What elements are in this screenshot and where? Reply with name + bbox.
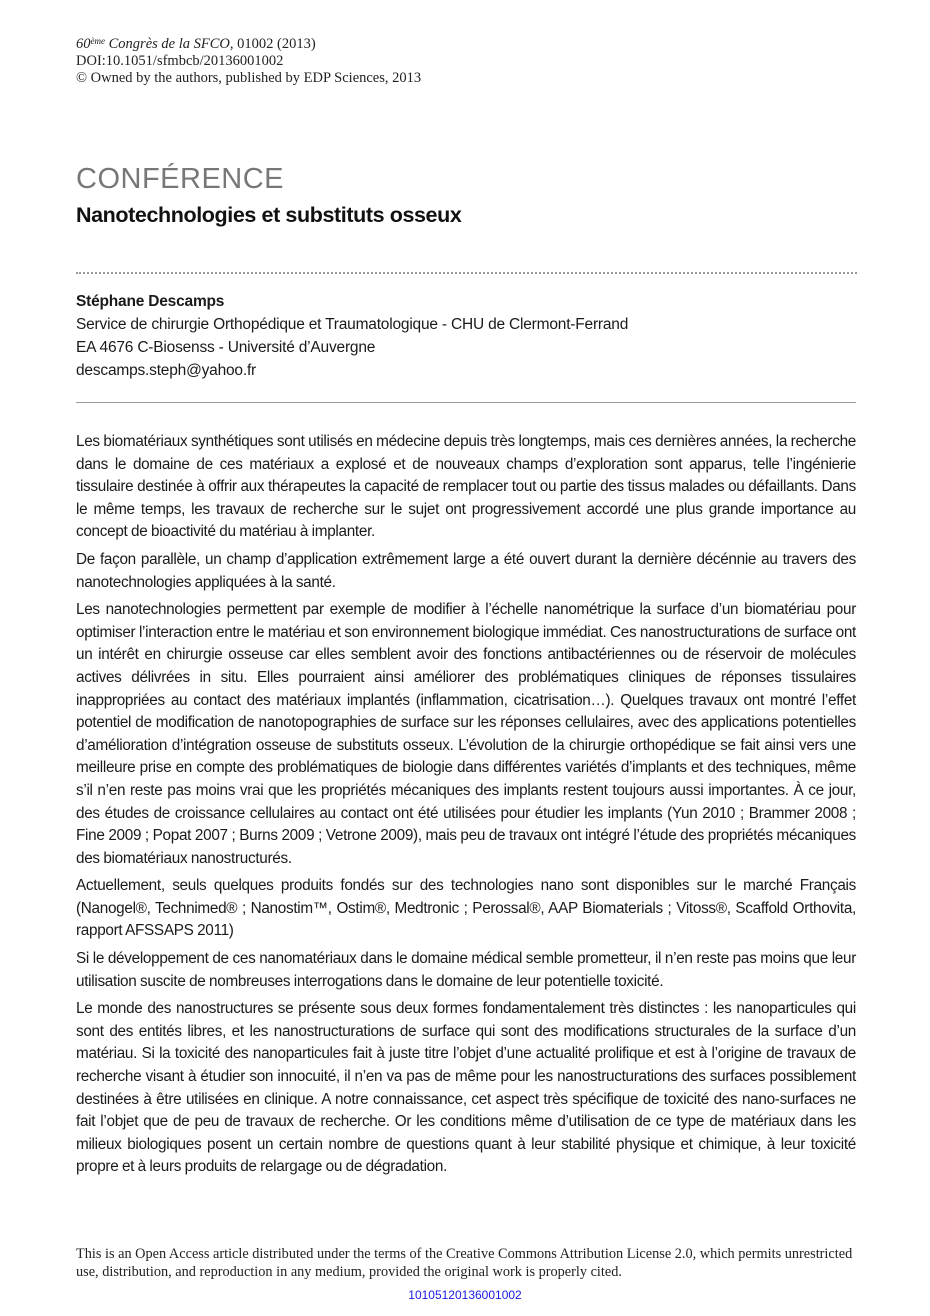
copyright: © Owned by the authors, published by EDP Sciences, 2013 bbox=[76, 70, 422, 86]
paragraph-2: De façon parallèle, un champ d’application extrêmement large a été ouvert durant la dernière décénnie au travers des nanotechnologies appliquées à la santé. bbox=[76, 550, 856, 591]
edition-number: 60 bbox=[76, 36, 91, 52]
doi: DOI:10.1051/sfmbcb/20136001002 bbox=[76, 53, 284, 69]
paragraph-4: Actuellement, seuls quelques produits fondés sur des technologies nano sont disponibles sur le marché Français (Nanogel®, Technimed® ; Nanostim™, Ostim®, Medtronic ; Perossal®, AAP Biomaterials ; Vitoss®, Scaffold Orthovita, rapport AFSSAPS 2011) bbox=[76, 877, 856, 940]
document-id: 10105120136001002 bbox=[408, 1288, 522, 1302]
author-name: Stéphane Descamps bbox=[76, 293, 225, 310]
journal-name: Congrès de la SFCO bbox=[105, 36, 230, 52]
paragraph-3: Les nanotechnologies permettent par exemple de modifier à l’échelle nanométrique la surface d’un biomatériau pour optimiser l’interaction entre le matériau et son environnement biologique immédiat. Ces nanostructurations de surface ont un intérêt en chirurgie osseuse car elles semblent avoir des fonctions antibactériennes ou de réservoir de molécules actives délivrées in situ. Elles pourraient ainsi améliorer des problématiques cliniques de réponses tissulaires inappropriées au contact des matériaux implantés (inflammation, cicatrisation…). Quelques travaux ont montré l’effet potentiel de modification de nanotopographies de surface sur les réponses cellulaires, avec des applications potentielles d’amélioration d’intégration osseuse de substituts osseux. L’évolution de la chirurgie orthopédique se fait ainsi vers une meilleure prise en compte des problématiques de biologie dans différentes variétés d’implants et des techniques, même s’il n’en reste pas moins vrai que les propriétés mécaniques des implants restent toujours aussi importantes. À ce jour, des études de croissance cellulaires au contact ont été utilisées pour étudier les implants (Yun 2010 ; Brammer 2008 ; Fine 2009 ; Popat 2007 ; Burns 2009 ; Vetrone 2009), mais peu de travaux ont intégré l’étude des propriétés mécaniques des biomatériaux nanostructurés. bbox=[76, 601, 856, 867]
journal-header bbox=[76, 36, 421, 87]
article-body bbox=[76, 431, 856, 1184]
section-kicker: CONFÉRENCE bbox=[76, 163, 285, 195]
paragraph-1: Les biomatériaux synthétiques sont utilisés en médecine depuis très longtemps, mais ces dernières années, la recherche dans le domaine de ces matériaux a explosé et de nouveaux champs d’exploration sont apparus, telle l’ingénierie tissulaire destinée à offrir aux thérapeutes la capacité de remplacer tout ou partie des tissus malades ou défaillants. Dans le même temps, les travaux de recherche sur le sujet ont progressivement accordé une plus grande importance au concept de bioactivité du matériau à implanter. bbox=[76, 433, 856, 541]
article-title: Nanotechnologies et substituts osseux bbox=[76, 203, 462, 227]
author-affiliation-2: EA 4676 C-Biosenss - Université d’Auvergne bbox=[76, 339, 376, 356]
author-email: descamps.steph@yahoo.fr bbox=[76, 362, 257, 379]
journal-citation bbox=[76, 36, 421, 53]
article-reference: , 01002 (2013) bbox=[229, 36, 316, 52]
author-block bbox=[76, 290, 628, 382]
paragraph-6: Le monde des nanostructures se présente sous deux formes fondamentalement très distinctes : les nanoparticules qui sont des entités libres, et les nanostructurations de surface qui sont des modifications structurales de la surface d’un matériau. Si la toxicité des nanoparticules fait à juste titre l’objet d’une actualité prolifique et est à l’origine de travaux de recherche visant à étudier son innocuité, il n’en va pas de même pour les nanostructurations des surfaces possiblement destinées à être utilisées en clinique. A notre connaissance, cet aspect très spécifique de toxicité des nano-surfaces ne fait l’objet que de peu de travaux de recherche. Or les conditions même d’utilisation de ce type de matériaux dans les milieux biologiques posent un certain nombre de questions quant à leur stabilité physique et chimique, à leur toxicité propre et à leurs produits de relargage ou de dégradation. bbox=[76, 1000, 856, 1176]
paragraph-5: Si le développement de ces nanomatériaux dans le domaine médical semble prometteur, il n’en reste pas moins que leur utilisation suscite de nombreuses interrogations dans le domaine de leur potentielle toxicité. bbox=[76, 950, 856, 990]
dotted-divider bbox=[76, 272, 857, 274]
license-footer: This is an Open Access article distributed under the terms of the Creative Commons Attribution License 2.0, which permits unrestricted use, distribution, and reproduction in any medium, provided the original work is properly cited. bbox=[76, 1246, 853, 1280]
edition-superscript: ème bbox=[90, 36, 105, 46]
author-affiliation-1: Service de chirurgie Orthopédique et Traumatologique - CHU de Clermont-Ferrand bbox=[76, 316, 629, 333]
solid-divider bbox=[76, 402, 856, 403]
